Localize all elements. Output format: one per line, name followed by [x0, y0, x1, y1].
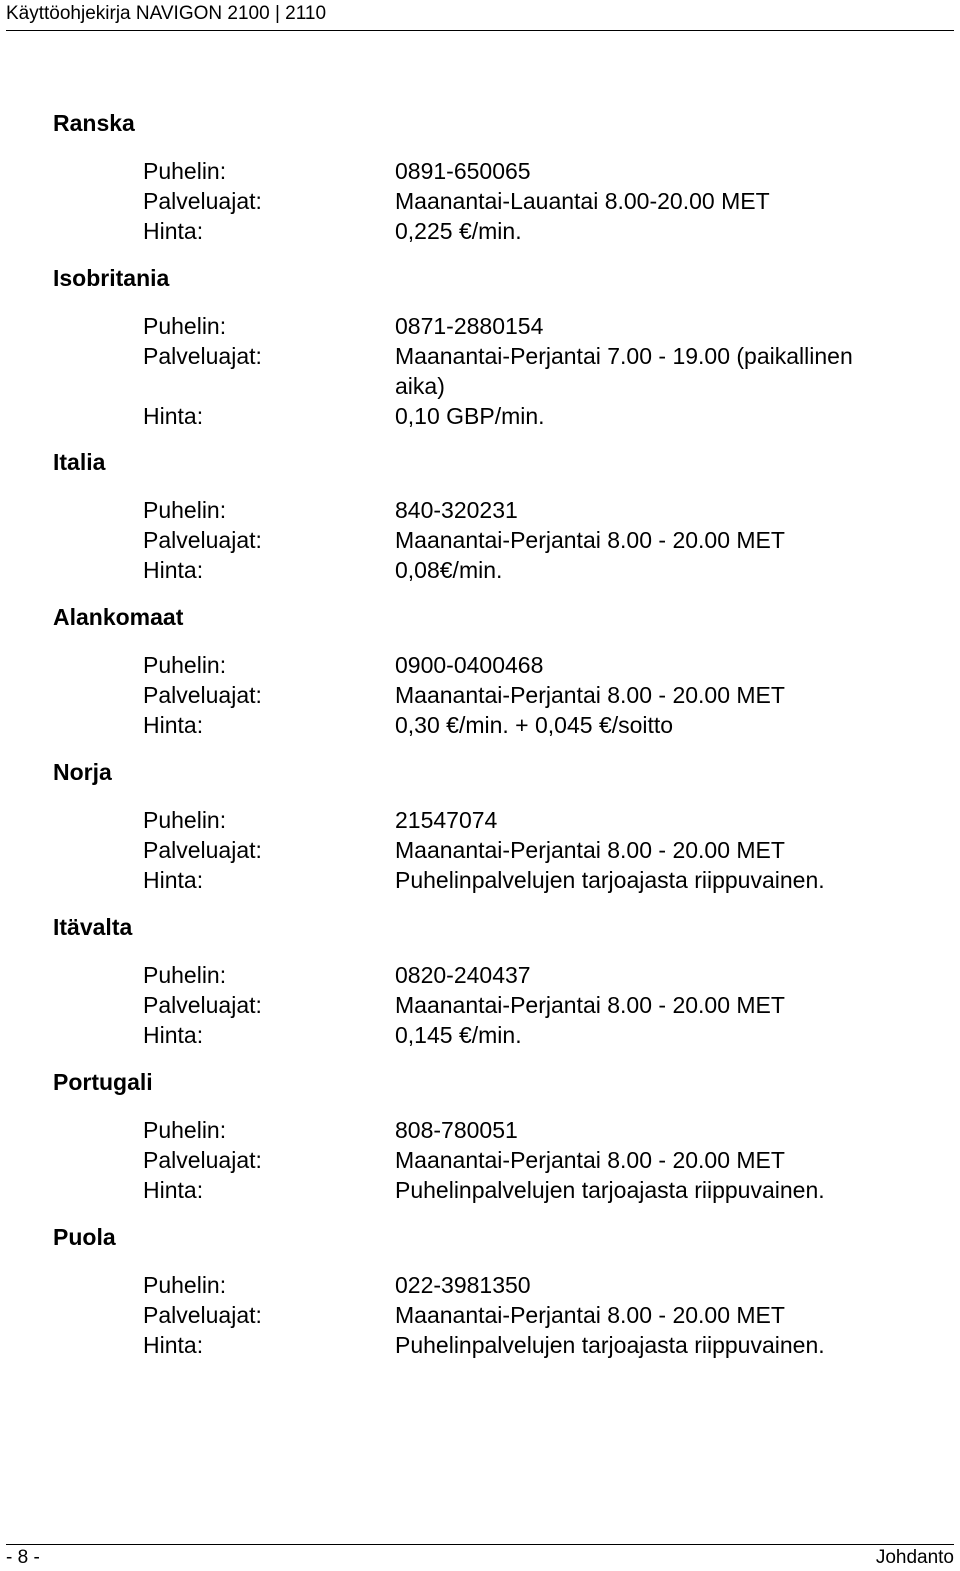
row-value: 0,10 GBP/min.	[395, 403, 545, 429]
contact-row	[0, 525, 960, 555]
contact-row	[0, 805, 960, 835]
row-label: Hinta:	[143, 403, 204, 429]
row-value: 808-780051	[395, 1117, 518, 1143]
row-label: Puhelin:	[143, 1272, 227, 1298]
contact-row	[0, 835, 960, 865]
row-label: Puhelin:	[143, 158, 227, 184]
row-value: 21547074	[395, 807, 498, 833]
contact-row	[0, 865, 960, 895]
contact-row	[0, 960, 960, 990]
row-label: Palveluajat:	[143, 682, 262, 708]
row-value: 0,145 €/min.	[395, 1022, 522, 1048]
row-value: 0871-2880154	[395, 313, 544, 339]
row-value: 0820-240437	[395, 962, 531, 988]
row-label: Puhelin:	[143, 497, 227, 523]
row-value: Maanantai-Perjantai 8.00 - 20.00 MET	[395, 527, 785, 553]
row-label: Palveluajat:	[143, 527, 262, 553]
contact-row	[0, 186, 960, 216]
contact-row	[0, 1175, 960, 1205]
row-label: Palveluajat:	[143, 188, 262, 214]
row-label: Puhelin:	[143, 807, 227, 833]
contact-row	[0, 990, 960, 1020]
contact-row	[0, 650, 960, 680]
row-label: Puhelin:	[143, 313, 227, 339]
row-value: Puhelinpalvelujen tarjoajasta riippuvainen.	[395, 1177, 825, 1203]
row-value: Maanantai-Perjantai 7.00 - 19.00 (paikallinen	[395, 343, 853, 369]
country-heading: Itävalta	[53, 914, 133, 940]
row-value: 022-3981350	[395, 1272, 531, 1298]
row-label: Hinta:	[143, 1332, 204, 1358]
row-value: 840-320231	[395, 497, 518, 523]
contact-row	[0, 1145, 960, 1175]
row-value: 0,08€/min.	[395, 557, 503, 583]
row-label: Hinta:	[143, 712, 204, 738]
footer-divider	[6, 1544, 954, 1545]
contact-row	[0, 371, 960, 401]
contact-row	[0, 341, 960, 371]
contact-row	[0, 1020, 960, 1050]
row-value: Maanantai-Perjantai 8.00 - 20.00 MET	[395, 1147, 785, 1173]
row-label: Palveluajat:	[143, 343, 262, 369]
row-label: Palveluajat:	[143, 837, 262, 863]
contact-row	[0, 311, 960, 341]
row-label: Hinta:	[143, 557, 204, 583]
row-value: Puhelinpalvelujen tarjoajasta riippuvainen.	[395, 867, 825, 893]
row-value: Maanantai-Perjantai 8.00 - 20.00 MET	[395, 682, 785, 708]
row-label: Hinta:	[143, 1177, 204, 1203]
row-label: Palveluajat:	[143, 1302, 262, 1328]
row-value: 0900-0400468	[395, 652, 544, 678]
row-value: Maanantai-Perjantai 8.00 - 20.00 MET	[395, 992, 785, 1018]
contact-row	[0, 710, 960, 740]
row-value: Puhelinpalvelujen tarjoajasta riippuvainen.	[395, 1332, 825, 1358]
row-value: aika)	[395, 373, 445, 399]
country-heading: Italia	[53, 449, 106, 475]
row-value: 0,30 €/min. + 0,045 €/soitto	[395, 712, 674, 738]
row-value: Maanantai-Perjantai 8.00 - 20.00 MET	[395, 837, 785, 863]
row-label: Puhelin:	[143, 652, 227, 678]
contact-row	[0, 680, 960, 710]
footer-section-name: Johdanto	[875, 1547, 954, 1568]
contact-row	[0, 1115, 960, 1145]
contact-row	[0, 1270, 960, 1300]
row-label: Hinta:	[143, 218, 204, 244]
contact-row	[0, 1330, 960, 1360]
country-heading: Puola	[53, 1224, 116, 1250]
row-value: 0891-650065	[395, 158, 531, 184]
header-divider	[6, 30, 954, 31]
country-heading: Isobritania	[53, 265, 170, 291]
contact-row	[0, 495, 960, 525]
row-label: Palveluajat:	[143, 1147, 262, 1173]
row-label: Hinta:	[143, 1022, 204, 1048]
contact-row	[0, 555, 960, 585]
contact-row	[0, 401, 960, 431]
contact-row	[0, 1300, 960, 1330]
contact-row	[0, 156, 960, 186]
row-label: Puhelin:	[143, 1117, 227, 1143]
row-label: Palveluajat:	[143, 992, 262, 1018]
page-number: - 8 -	[6, 1547, 40, 1568]
contact-row	[0, 216, 960, 246]
row-label: Hinta:	[143, 867, 204, 893]
country-heading: Norja	[53, 759, 112, 785]
row-label: Puhelin:	[143, 962, 227, 988]
country-heading: Alankomaat	[53, 604, 184, 630]
header-title: Käyttöohjekirja NAVIGON 2100 | 2110	[6, 3, 327, 24]
row-value: Maanantai-Lauantai 8.00-20.00 MET	[395, 188, 770, 214]
row-value: Maanantai-Perjantai 8.00 - 20.00 MET	[395, 1302, 785, 1328]
country-heading: Portugali	[53, 1069, 153, 1095]
country-heading: Ranska	[53, 110, 135, 136]
row-value: 0,225 €/min.	[395, 218, 522, 244]
